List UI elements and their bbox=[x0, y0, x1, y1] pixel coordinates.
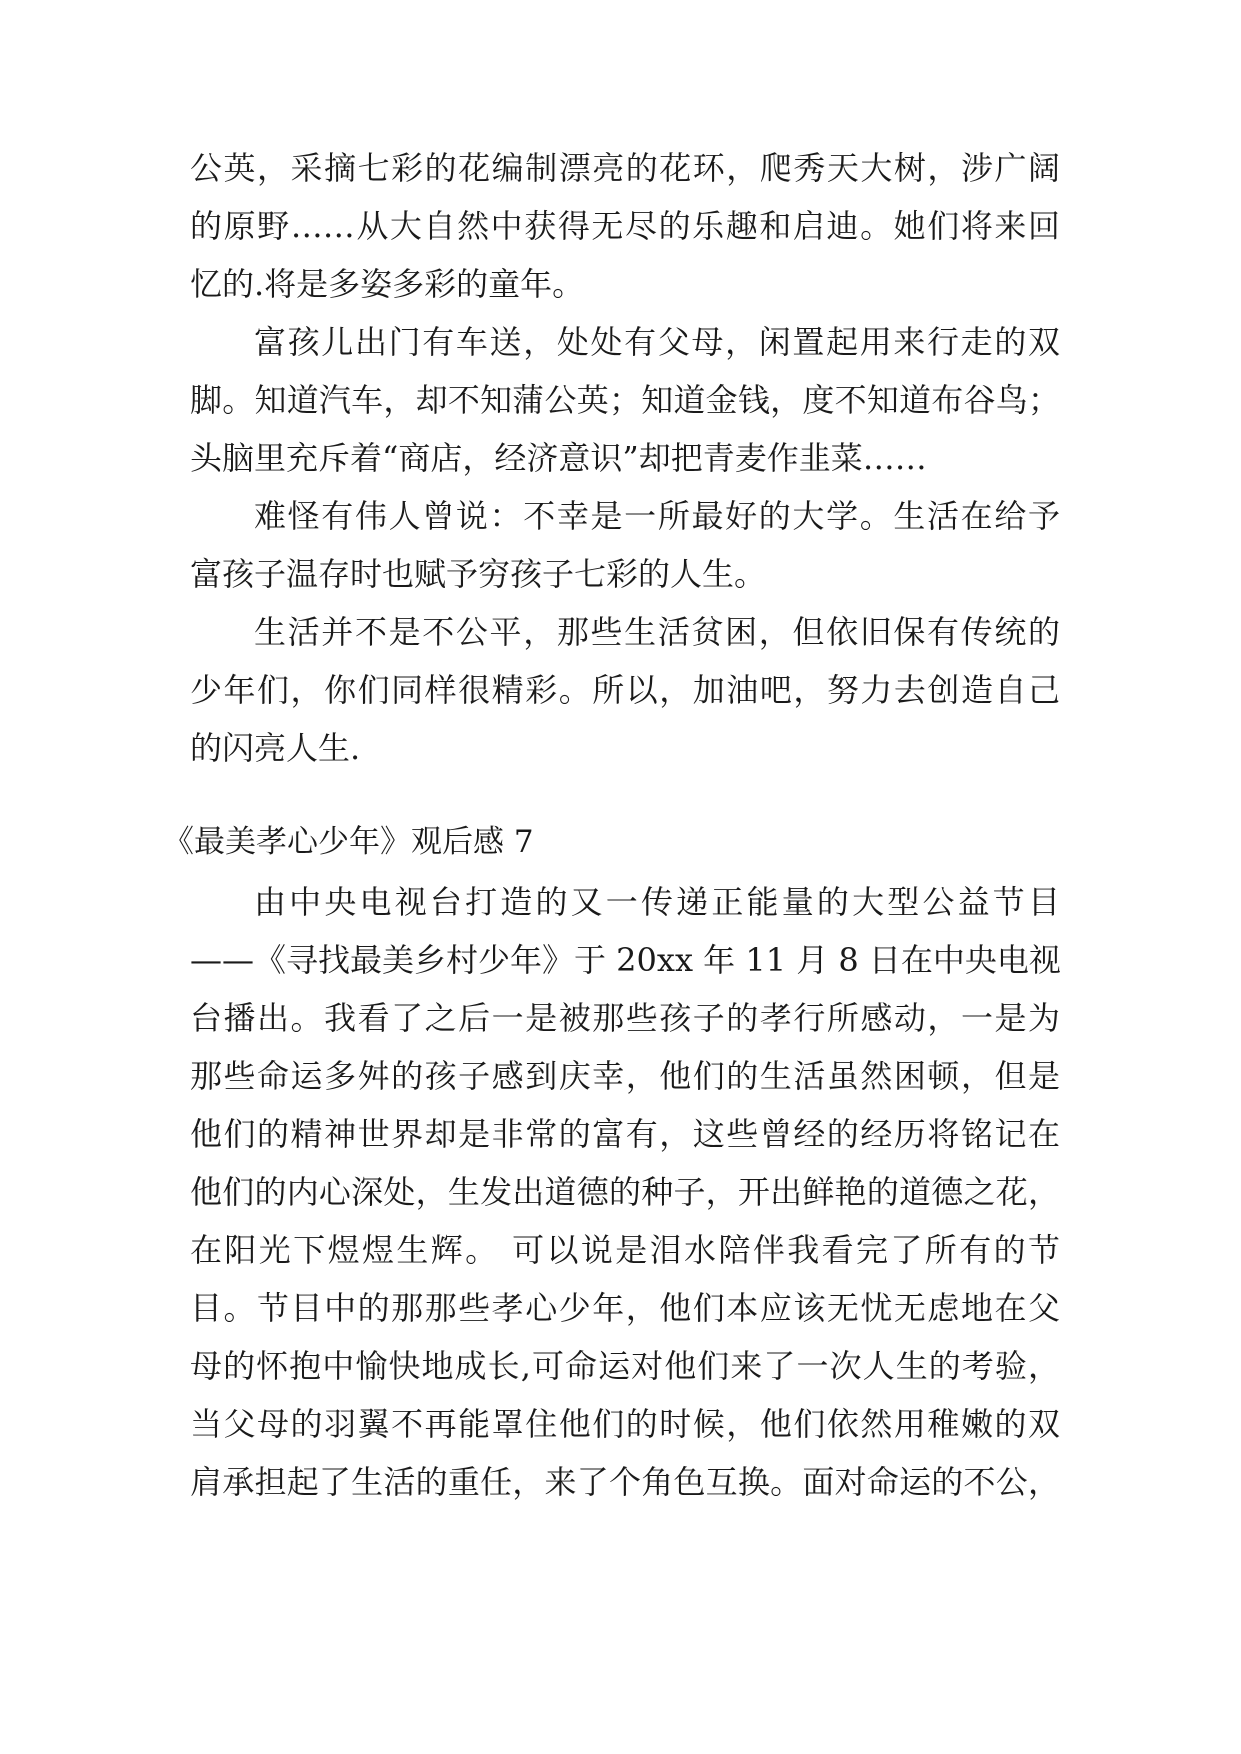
paragraph-2-line-1: 富孩儿出门有车送，处处有父母，闲置起用来行走的双 bbox=[254, 323, 1060, 361]
paragraph-1-line-1: 公英，采摘七彩的花编制漂亮的花环，爬秀天大树，涉广阔 bbox=[190, 149, 1060, 187]
essay-line-5: 他们的精神世界却是非常的富有，这些曾经的经历将铭记在 bbox=[190, 1115, 1060, 1153]
essay-line-3: 台播出。我看了之后一是被那些孩子的孝行所感动，一是为 bbox=[190, 999, 1060, 1037]
essay-line-11: 肩承担起了生活的重任，来了个角色互换。面对命运的不公， bbox=[190, 1463, 1060, 1501]
paragraph-2-line-3: 头脑里充斥着“商店，经济意识”却把青麦作韭菜…… bbox=[190, 439, 927, 477]
essay-heading: 《最美孝心少年》观后感 7 bbox=[163, 824, 534, 860]
paragraph-4-line-1: 生活并不是不公平，那些生活贫困，但依旧保有传统的 bbox=[254, 613, 1060, 651]
essay-line-6: 他们的内心深处，生发出道德的种子，开出鲜艳的道德之花， bbox=[190, 1173, 1060, 1211]
paragraph-1-line-3: 忆的.将是多姿多彩的童年。 bbox=[190, 265, 585, 303]
essay-line-4: 那些命运多舛的孩子感到庆幸，他们的生活虽然困顿，但是 bbox=[190, 1057, 1060, 1095]
paragraph-3-line-2: 富孩子温存时也赋予穷孩子七彩的人生。 bbox=[190, 555, 767, 593]
essay-line-7: 在阳光下煜煜生辉。 可以说是泪水陪伴我看完了所有的节 bbox=[190, 1231, 1060, 1269]
paragraph-4-line-3: 的闪亮人生. bbox=[190, 729, 361, 767]
essay-line-2: ——《寻找最美乡村少年》于 20xx 年 11 月 8 日在中央电视 bbox=[190, 941, 1061, 979]
essay-line-9: 母的怀抱中愉快地成长,可命运对他们来了一次人生的考验， bbox=[190, 1347, 1060, 1385]
paragraph-1-line-2: 的原野……从大自然中获得无尽的乐趣和启迪。她们将来回 bbox=[190, 207, 1060, 245]
essay-line-10: 当父母的羽翼不再能罩住他们的时候，他们依然用稚嫩的双 bbox=[190, 1405, 1060, 1443]
paragraph-2-line-2: 脚。知道汽车，却不知蒲公英；知道金钱，度不知道布谷鸟； bbox=[190, 381, 1060, 419]
essay-line-1: 由中央电视台打造的又一传递正能量的大型公益节目 bbox=[254, 883, 1060, 921]
paragraph-3-line-1: 难怪有伟人曾说：不幸是一所最好的大学。生活在给予 bbox=[254, 497, 1060, 535]
essay-line-8: 目。节目中的那那些孝心少年，他们本应该无忧无虑地在父 bbox=[190, 1289, 1060, 1327]
paragraph-4-line-2: 少年们，你们同样很精彩。所以，加油吧，努力去创造自己 bbox=[190, 671, 1060, 709]
